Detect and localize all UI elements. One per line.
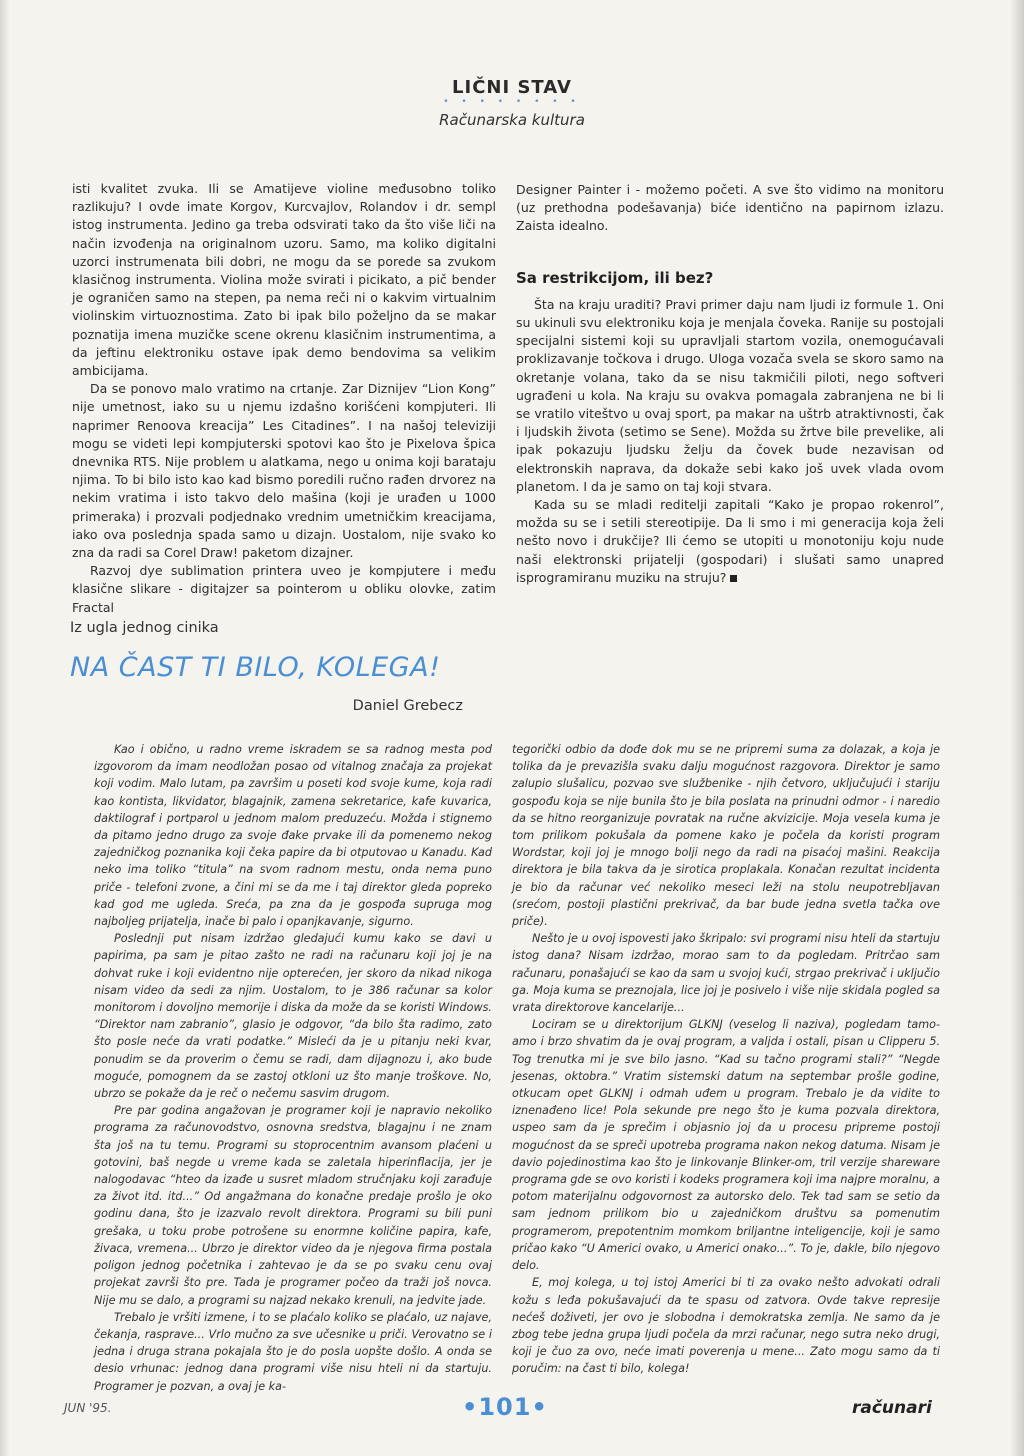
- article-author: Daniel Grebecz: [352, 698, 463, 714]
- paragraph: Razvoj dye sublimation printera uveo je kompjutere i među klasične slikare - digitajzer sa pointerom u obliku olovke, zatim Fractal: [72, 563, 496, 615]
- paragraph: Pre par godina angažovan je programer koji je napravio nekoliko programa za računovodstvo, osnovna sredstva, blagajnu i ne znam šta još na tu temu. Programi su stoprocentnim avansom plaćeni u gotovini, baš negde u vreme kada se zaletala hiperinflacija, jer je nalogodavac “hteo da izađe u susret mladom stručnjaku koji zarađuje za život itd. itd...” Od angažmana do konačne predaje prošlo je oko godinu dana, što je izazvalo revolt direktora. Programi su bili puni grešaka, u toku probe potrošene su enormne količine papira, kafe, živaca, vremena... Ubrzo je direktor video da je njegova firma postala poligon jednog početnika i zahtevao je da se po svaku cenu ovaj projekat završi što pre. Tada je programer počeo da traži još novca. Nije mu se dalo, a programi su najzad nekako krenuli, na jedvite jade.: [94, 1104, 492, 1307]
- paragraph: E, moj kolega, u toj istoj Americi bi ti za ovako nešto advokati odrali kožu s leđa pokušavajući da te spasu od zatvora. Ovde takve represije nećeš doživeti, jer ovo je slobodna i demokratska zemlja. Ne samo da je zbog tebe jedna grupa ljudi počela da mrzi računar, nego sutra neko drugi, koji je čuo za ovo, neće imati poverenja u mene... Zato mogu samo da ti poručim: na čast ti bilo, kolega!: [512, 1276, 940, 1376]
- article-column-1: [94, 741, 492, 1395]
- paragraph: Poslednji put nisam izdržao gledajući kumu kako se davi u papirima, pa sam je pitao zašto ne radi na računaru koji joj je na dohvat ruke i koji evidentno nije opterećen, jer skoro da nikad nikoga nisam video da sedi za njim. Uostalom, to je 386 računar sa kolor monitorom i dovoljno memorije i diska da može da se koristi Windows. “Direktor nam zabranio”, glasio je odgovor, “da bilo šta radimo, zato što posle neće da vrati podatke.” Misleći da je u pitanju neki kvar, ponudim se da proverim o čemu se radi, dam dijagnozu i, ako bude moguće, pomognem da se zastoj otkloni uz što manje troškove. No, ubrzo se pokaže da je reč o nečemu sasvim drugom.: [94, 932, 492, 1101]
- subheading: Sa restrikcijom, ili bez?: [516, 268, 714, 287]
- paragraph: Kao i obično, u radno vreme iskradem se sa radnog mesta pod izgovorom da imam neodložan posao od vitalnog značaja za projekat koji vodim. Malo lutam, pa završim u poseti kod svoje kume, koja radi kao kontista, likvidator, blagajnik, zamena sekretarice, kafe kuvarica, daktilograf i portparol u jednom malom preduzeću. Možda i stignemo da pitamo jedno drugo za svoje đake prvake ili da pomenemo nekog zajedničkog poznanika koji čeka papire da bi otputovao u Kanadu. Kad neko ima toliko “titula” na svom radnom mestu, onda nema puno priče - telefoni zvone, a čini mi se da me i taj direktor gleda popreko kad god me ugleda. Sreća, pa zna da je gospođa supruga mog najboljeg prijatelja, inače bi palo i opanjkavanje, sigurno.: [94, 743, 492, 929]
- paragraph: Nešto je u ovoj ispovesti jako škripalo: svi programi nisu hteli da startuju istog dana? Nisam izdržao, morao sam to da pogledam. Pritrčao sam računaru, ponašajući se kao da sam u svojoj kući, strgao prekrivač i uključio ga. Moja kuma se preznojala, lice joj je posivelo i više nije skidala pogled sa vrata direktorove kancelarije...: [512, 932, 940, 1015]
- paragraph: Trebalo je vršiti izmene, i to se plaćalo koliko se plaćalo, uz najave, čekanja, rasprave... Vrlo mučno za sve učesnike u priči. Verovatno se i jedna i druga strana pokajala što je do posla uopšte došlo. A onda se desio vrhunac: jednog dana programi više nisu hteli ni da startuju. Programer je pozvan, a ovaj je ka-: [94, 1310, 492, 1393]
- paragraph: Lociram se u direktorijum GLKNJ (veselog li naziva), pogledam tamo-amo i brzo shvatim da je ovaj program, a valjda i ostali, pisan u Clipperu 5. Tog trenutka mi je sve bilo jasno. “Kad su tačno programi stali?” “Negde jesenas, oktobra.” Vratim sistemski datum na septembar prošle godine, otkucam opet GLKNJ i odmah uđem u program. Trebalo je da vidite to iznenađeno lice! Pola sekunde pre nego što je kuma pozvala direktora, uspeo sam da je sprečim i objasnio joj da u procesu pripreme postoji mogućnost da se spreči upotreba programa nakon nekog datuma. Nisam je davio pojedinostima kao što je linkovanje Blinker-om, tril verzije shareware programa gde se ovo koristi i kodeks programera koji ima najpre moralnu, a potom materijalnu odgovornost za autorsko delo. Tek tad sam se setio da sam jednom prilikom bio u zajedničkom društvu sa pomenutim programerom, prepotentnim momkom briljantne inteligencije, koji je samo pričao kako “U Americi ovako, u Americi onako...”. To je, dakle, bilo njegovo delo.: [512, 1018, 940, 1273]
- issue-date: JUN '95.: [64, 1401, 112, 1415]
- article-kicker: Iz ugla jednog cinika: [70, 620, 219, 636]
- paragraph: Designer Painter i - možemo početi. A sve što vidimo na monitoru (uz prethodna podešavanja) biće identično na papirnom izlazu. Zaista idealno.: [516, 182, 944, 234]
- paragraph: isti kvalitet zvuka. Ili se Amatijeve violine međusobno toliko razlikuju? I ovde imate Korgov, Kurcvajlov, Rolandov i dr. sempl istog instrumenta. Jedino ga treba odsvirati tako da što više liči na način izvođenja na originalnom uzoru. Samo, ma koliko digitalni uzorci instrumenata bili dobri, ne mogu da se porede sa zvukom klasičnog instrumenta. Violina može svirati i picikato, a pič bender je ograničen samo na stepen, pa nema reči ni o kakvim virtualnim violinskim virtuoznostima. Zato bi ipak bilo poželjno da se makar poznatija imena muzičke scene okrenu klasičnim instrumentima, a da jeftinu elektroniku ostave ipak demo bendovima sa velikim ambicijama.: [72, 181, 496, 379]
- end-of-article-mark: [730, 575, 737, 582]
- article-column-2: [512, 741, 940, 1378]
- paragraph: Kada su se mladi reditelji zapitali “Kako je propao rokenrol”, možda su se i setili stereotipije. Da li smo i mi generacija koja želi nešto novo i drukčije? Ili ćemo se utopiti u monotoniju koju nude naši elektronski prijatelji (gospodari) i slušati samo unapred isprogramiranu muziku na struju?: [516, 497, 944, 585]
- paragraph: tegorički odbio da dođe dok mu se ne pripremi suma za dolazak, a koja je tolika da je prevazišla svaku dalju mogućnost razgovora. Direktor je samo zalupio slušalicu, pozvao sve službenike - njih četvoro, uključujući i stariju gospođu koja se nije bunila što je bila poslata na prinudni odmor - i naredio da se hitno reorganizuje povratak na ručne akvizicije. Moja vesela kuma je tom prilikom pokušala da pomene kako je počela da koristi program Wordstar, koji joj je mnogo bolji nego da radi na pisaćoj mašini. Reakcija direktora je bila takva da je sirotica proplakala. Konačan rezultat incidenta je bio da računar već nekoliko meseci leži na stolu neupotrebljavan (srećom, postoji plastični prekrivač, da bar bude jedna svetla tačka ove priče).: [512, 743, 940, 929]
- section-title: LIČNI STAV: [452, 77, 572, 98]
- article-title: NA ČAST TI BILO, KOLEGA!: [70, 652, 441, 683]
- paragraph: Šta na kraju uraditi? Pravi primer daju nam ljudi iz formule 1. Oni su ukinuli svu elektroniku koja je menjala čoveka. Ranije su postojali specijalni sistemi koji su upravljali startom vozila, onemogućavali proklizavanje točkova i drugo. Uloga vozača svela se skoro samo na okretanje volana, tako da se nisu takmičili piloti, nego softveri ugrađeni u kola. Na kraju su ovakva pomagala zabranjena ne bi li se vratilo viteštvo u ovaj sport, pa makar na uštrb atraktivnosti, čak i ljudskih života (setimo se Sene). Možda su žrtve bile prevelike, ali ipak pokazuju ljudsku želju da čovek bude nezavisan od elektronskih naprava, da dokaže sebi kako još uvek vlada ovom planetom. I da je samo on taj koji stvara.: [516, 296, 944, 494]
- section-subtitle: Računarska kultura: [439, 111, 585, 129]
- top-article-column-1: [72, 180, 496, 617]
- page-edge-right: [1010, 0, 1024, 1456]
- dotted-divider: • • • • • • • •: [443, 97, 581, 107]
- top-article-column-2: [516, 181, 944, 587]
- paragraph: Da se ponovo malo vratimo na crtanje. Zar Diznijev “Lion Kong” nije umetnost, iako su u njemu izdašno korišćeni kompjuteri. Ili naprimer Renoova kreacija” Les Citadines”. I na našoj televiziji mogu se videti lepi kompjuterski spotovi kao što je Pixelova špica dnevnika RTS. Nije problem u alatkama, nego u onima koji barataju njima. To bi bilo isto kao kad bismo poredili ručno rađen drvorez na nekim vratima i isto takvo delo mašina (koji je urađen u 1000 primeraka) i prozvali podjednako vrednim umetničkim kreacijama, iako ova poslednja spada samo u dizajn. Uostalom, nije svako ko zna da radi sa Corel Draw! paketom dizajner.: [72, 381, 496, 561]
- magazine-name: računari: [852, 1398, 932, 1418]
- page-number: •101•: [462, 1393, 548, 1421]
- page-edge-left: [0, 0, 10, 1456]
- page-header: [0, 78, 1024, 130]
